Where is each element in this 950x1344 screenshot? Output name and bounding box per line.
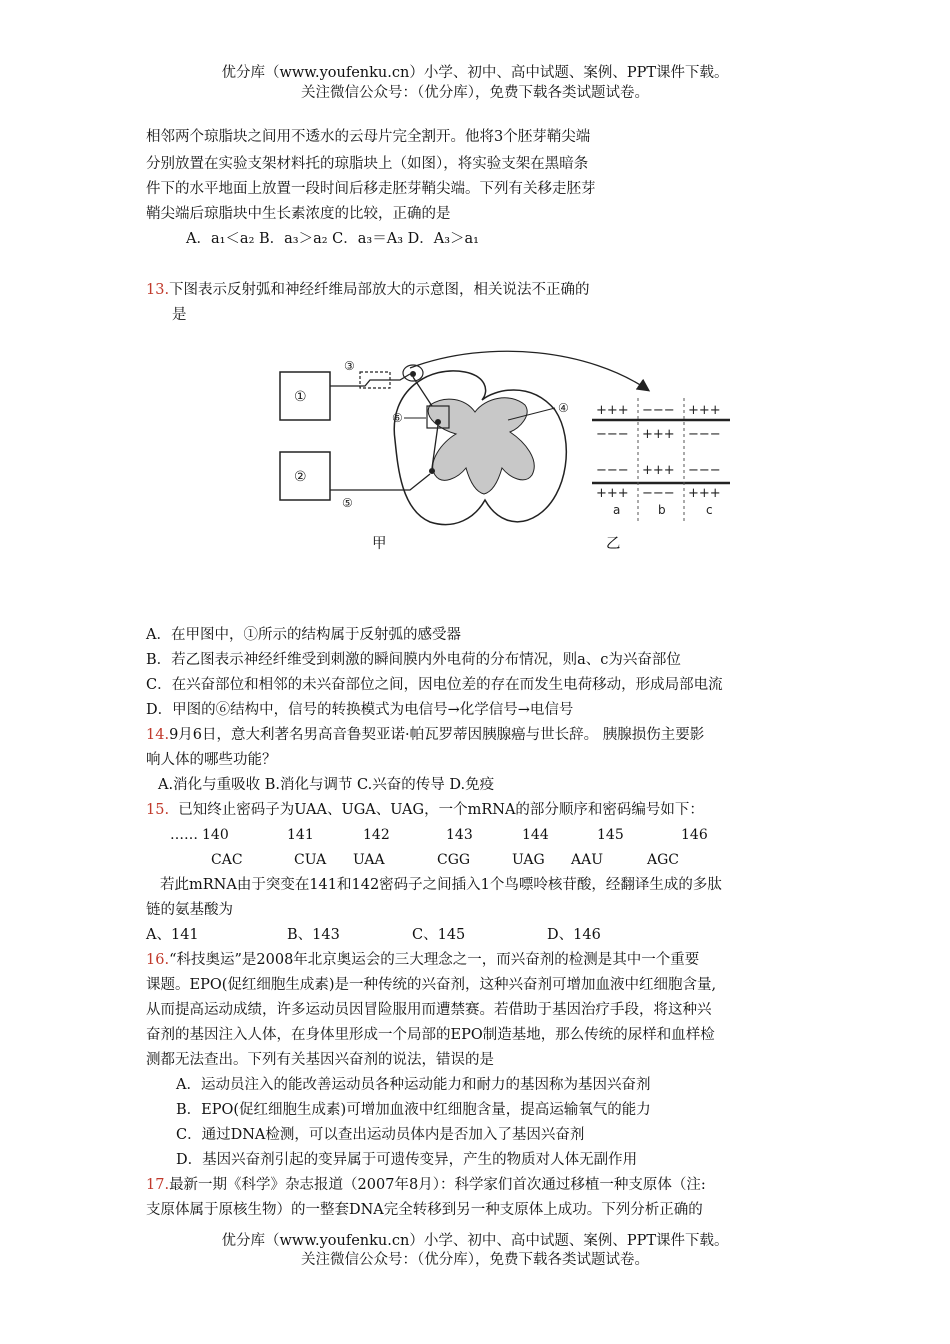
- charge-r1-a: +++: [596, 403, 629, 418]
- codon-number-141: 141: [287, 827, 314, 843]
- q15-line4: 链的氨基酸为: [146, 902, 233, 918]
- charge-r3-a: −−−: [596, 463, 629, 478]
- q15-prefix: ……: [170, 827, 198, 843]
- q15-stem-text: 已知终止密码子为UAA、UGA、UAG，一个mRNA的部分顺序和密码编号如下：: [178, 802, 704, 818]
- label-6: ⑥: [392, 411, 403, 425]
- q15-option-c: C、145: [412, 927, 466, 943]
- q14-number: 14.: [146, 727, 170, 743]
- page-header-line2: 关注微信公众号：（优分库），免费下载各类试题试卷。: [301, 85, 649, 101]
- q15-option-b: B、143: [287, 927, 340, 943]
- q16-option-b: B．EPO(促红细胞生成素)可增加血液中红细胞含量，提高运输氧气的能力: [176, 1102, 651, 1118]
- q12-line-2: 分别放置在实验支架材料托的琼脂块上（如图），将实验支架在黑暗条: [146, 156, 589, 172]
- q12-line-1: 相邻两个琼脂块之间用不透水的云母片完全割开。他将3个胚芽鞘尖端: [146, 129, 591, 145]
- q13-option-d: D．甲图的⑥结构中，信号的转换模式为电信号→化学信号→电信号: [146, 702, 574, 718]
- q13-option-b: B．若乙图表示神经纤维受到刺激的瞬间膜内外电荷的分布情况，则a、c为兴奋部位: [146, 652, 681, 668]
- page-footer-line2: 关注微信公众号：（优分库），免费下载各类试题试卷。: [301, 1252, 649, 1268]
- charge-r2-b: +++: [642, 427, 675, 442]
- codon-number-140: 140: [202, 827, 229, 843]
- charge-r1-b: −−−: [642, 403, 675, 418]
- charge-r4-b: −−−: [642, 486, 675, 501]
- codon-number-142: 142: [363, 827, 390, 843]
- q14-options: A.消化与重吸收 B.消化与调节 C.兴奋的传导 D.免疫: [158, 777, 495, 793]
- label-2: ②: [294, 469, 307, 485]
- q14-stem-line1: [146, 725, 704, 745]
- caption-jia: 甲: [372, 536, 387, 552]
- label-1: ①: [294, 389, 307, 405]
- q12-options: A．a₁＜a₂ B．a₃＞a₂ C．a₃＝A₃ D．A₃＞a₁: [186, 231, 479, 247]
- charge-r3-b: +++: [642, 463, 675, 478]
- q13-number: 13.: [146, 282, 170, 298]
- caption-yi: 乙: [606, 536, 621, 552]
- charge-r1-c: +++: [688, 403, 721, 418]
- region-b: b: [658, 503, 666, 517]
- codon-143: CGG: [437, 852, 471, 868]
- q13-stem-text: 下图表示反射弧和神经纤维局部放大的示意图，相关说法不正确的: [169, 282, 590, 298]
- q16-line2: 课题。EPO(促红细胞生成素)是一种传统的兴奋剂，这种兴奋剂可增加血液中红细胞含量,: [146, 977, 717, 993]
- q16-line4: 奋剂的基因注入人体，在身体里形成一个局部的EPO制造基地，那么传统的尿样和血样检: [146, 1027, 715, 1043]
- codon-146: AGC: [647, 852, 680, 868]
- q16-option-c: C．通过DNA检测，可以查出运动员体内是否加入了基因兴奋剂: [176, 1127, 585, 1143]
- q15-stem: [146, 800, 704, 820]
- q13-stem-line1: [146, 280, 590, 300]
- q17-line2: 支原体属于原核生物）的一整套DNA完全转移到另一种支原体上成功。下列分析正确的: [146, 1202, 703, 1218]
- q16-line1: [146, 950, 699, 970]
- q13-option-c: C．在兴奋部位和相邻的未兴奋部位之间，因电位差的存在而发生电荷移动，形成局部电流: [146, 677, 723, 693]
- page-footer-line1: 优分库（www.youfenku.cn）小学、初中、高中试题、案例、PPT课件下载。: [221, 1233, 729, 1249]
- codon-140: CAC: [211, 852, 243, 868]
- label-3: ③: [344, 359, 355, 373]
- q15-number: 15.: [146, 802, 170, 818]
- q16-line5: 测都无法查出。下列有关基因兴奋剂的说法，错误的是: [146, 1052, 494, 1068]
- charge-r4-a: +++: [596, 486, 629, 501]
- q13-option-a: A．在甲图中，①所示的结构属于反射弧的感受器: [146, 627, 461, 643]
- codon-number-143: 143: [446, 827, 473, 843]
- codon-145: AAU: [571, 852, 604, 868]
- q16-option-d: D．基因兴奋剂引起的变异属于可遗传变异，产生的物质对人体无副作用: [176, 1152, 638, 1168]
- q12-line-3: 件下的水平地面上放置一段时间后移走胚芽鞘尖端。下列有关移走胚芽: [146, 181, 596, 197]
- grey-matter: [428, 398, 534, 494]
- region-c: c: [706, 503, 713, 517]
- q15-option-a: A、141: [146, 927, 199, 943]
- label-5: ⑤: [342, 496, 353, 510]
- codon-141: CUA: [294, 852, 327, 868]
- codon-number-145: 145: [597, 827, 624, 843]
- q17-line1: [146, 1175, 706, 1195]
- region-a: a: [613, 503, 621, 517]
- charge-r2-a: −−−: [596, 427, 629, 442]
- q16-number: 16.: [146, 952, 170, 968]
- q13-stem-line2: 是: [172, 307, 187, 323]
- label-4: ④: [558, 401, 569, 415]
- charge-r3-c: −−−: [688, 463, 721, 478]
- q14-stem-line2: 响人体的哪些功能？: [146, 752, 277, 768]
- q17-stem-text: 最新一期《科学》杂志报道（2007年8月）：科学家们首次通过移植一种支原体（注:: [169, 1177, 706, 1193]
- charge-r2-c: −−−: [688, 427, 721, 442]
- q14-stem-text: 9月6日，意大利著名男高音鲁契亚诺·帕瓦罗蒂因胰腺癌与世长辞。 胰腺损伤主要影: [169, 727, 705, 743]
- q17-number: 17.: [146, 1177, 170, 1193]
- q16-line1-text: “科技奥运”是2008年北京奥运会的三大理念之一，而兴奋剂的检测是其中一个重要: [169, 952, 700, 968]
- q15-line3: 若此mRNA由于突变在141和142密码子之间插入1个鸟嘌呤核苷酸，经翻译生成的多肽: [160, 877, 722, 893]
- reflex-arc-figure: [270, 350, 740, 560]
- page-header-line1: 优分库（www.youfenku.cn）小学、初中、高中试题、案例、PPT课件下载。: [221, 65, 729, 81]
- q16-line3: 从而提高运动成绩，许多运动员因冒险服用而遭禁赛。若借助于基因治疗手段，将这种兴: [146, 1002, 712, 1018]
- codon-number-144: 144: [522, 827, 549, 843]
- q12-line-4: 鞘尖端后琼脂块中生长素浓度的比较，正确的是: [146, 206, 451, 222]
- charge-r4-c: +++: [688, 486, 721, 501]
- q15-option-d: D、146: [547, 927, 601, 943]
- codon-number-146: 146: [681, 827, 708, 843]
- q16-option-a: A．运动员注入的能改善运动员各种运动能力和耐力的基因称为基因兴奋剂: [176, 1077, 651, 1093]
- codon-142: UAA: [353, 852, 385, 868]
- codon-144: UAG: [512, 852, 545, 868]
